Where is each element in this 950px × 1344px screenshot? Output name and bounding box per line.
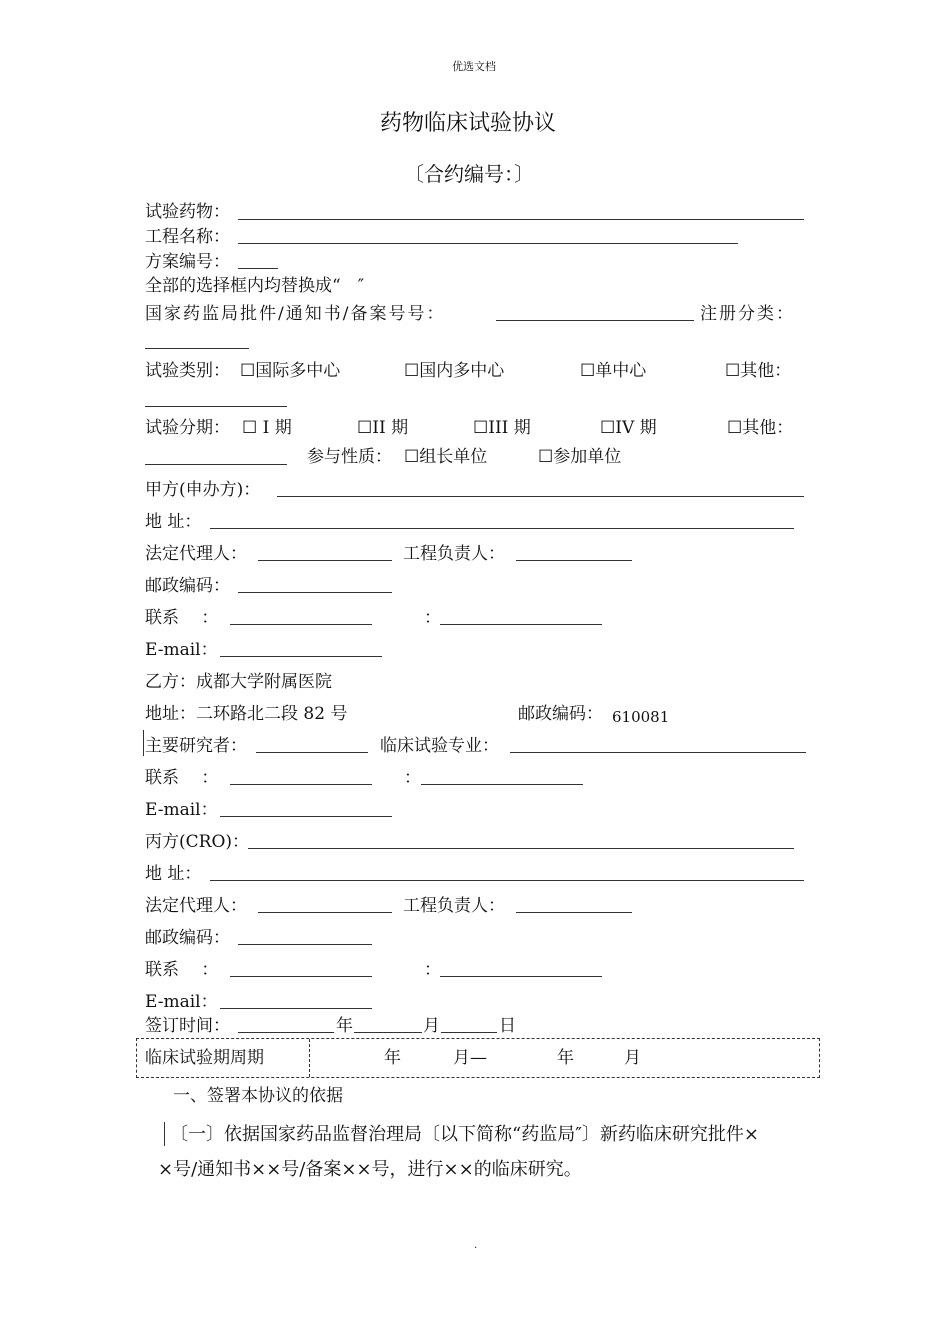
party-c-legal-rep-blank[interactable] xyxy=(258,912,392,913)
phase-4[interactable]: ☐IV 期 xyxy=(600,418,657,438)
party-b-contact2-label: ： xyxy=(404,768,421,788)
party-c-contact-blank[interactable] xyxy=(230,976,372,977)
phase-other[interactable]: ☐其他： xyxy=(727,418,794,438)
party-a-legal-rep-blank[interactable] xyxy=(258,560,392,561)
party-b-address: 地址：二环路北二段 82 号 xyxy=(145,704,348,724)
party-b-pi-blank[interactable] xyxy=(256,752,368,753)
party-b-postcode: 610081 xyxy=(612,708,670,726)
protocol-blank[interactable] xyxy=(238,268,278,269)
party-a-email-blank[interactable] xyxy=(220,656,382,657)
party-a-legal-rep-label: 法定代理人： xyxy=(145,544,247,564)
party-b-pi-label: 主要研究者： xyxy=(145,736,247,756)
party-c-postcode-label: 邮政编码： xyxy=(145,928,230,948)
cycle-start-year[interactable]: 年 xyxy=(384,1048,401,1068)
party-c-proj-lead-label: 工程负责人： xyxy=(403,896,505,916)
phase-other-blank[interactable] xyxy=(145,464,287,465)
drug-label: 试验药物： xyxy=(145,202,230,222)
party-c-postcode-blank[interactable] xyxy=(238,944,372,945)
phase-2[interactable]: ☐II 期 xyxy=(357,418,409,438)
signing-day: 日 xyxy=(499,1016,516,1036)
party-c-contact-label: 联系 ： xyxy=(145,960,219,980)
section-1-line-1: 〔一〕依据国家药品监督治理局〔以下简称“药监局″〕新药临床研究批件× xyxy=(170,1124,760,1145)
participation-member[interactable]: ☐参加单位 xyxy=(538,447,622,467)
trial-type-label: 试验类别： xyxy=(145,361,230,381)
trial-type-single[interactable]: ☐单中心 xyxy=(580,361,647,381)
party-c-email-blank[interactable] xyxy=(220,1008,372,1009)
party-a-contact-label: 联系 ： xyxy=(145,608,219,628)
signing-year: 年 xyxy=(336,1016,353,1036)
party-c-email-label: E-mail： xyxy=(145,992,218,1012)
party-b-specialty-label: 临床试验专业： xyxy=(380,736,499,756)
section-1-heading: 一、签署本协议的依据 xyxy=(173,1086,343,1106)
page-header: 优选文档 xyxy=(452,60,496,73)
drug-blank[interactable] xyxy=(238,219,804,220)
party-a-address-blank[interactable] xyxy=(210,528,794,529)
trial-type-other-blank[interactable] xyxy=(145,406,287,407)
contract-number: 〔合约编号：〕 xyxy=(404,162,534,186)
party-c-contact2-blank[interactable] xyxy=(440,976,602,977)
text-cursor-2 xyxy=(164,1122,165,1146)
party-a-address-label: 地 址： xyxy=(145,512,202,532)
text-cursor xyxy=(143,730,144,756)
party-b-contact-label: 联系 ： xyxy=(145,768,219,788)
party-c-blank[interactable] xyxy=(248,848,794,849)
reg-class-blank[interactable] xyxy=(145,348,249,349)
party-c-proj-lead-blank[interactable] xyxy=(516,912,632,913)
party-b-name: 乙方：成都大学附属医院 xyxy=(145,672,332,692)
party-c-contact2-label: ： xyxy=(424,960,441,980)
phase-1[interactable]: ☐ Ⅰ 期 xyxy=(242,418,292,438)
cycle-end-month[interactable]: 月 xyxy=(624,1048,641,1068)
party-c-label: 丙方(CRO)： xyxy=(145,832,250,852)
party-c-address-label: 地 址： xyxy=(145,864,202,884)
signing-day-blank[interactable] xyxy=(441,1032,497,1033)
project-blank[interactable] xyxy=(238,243,738,244)
party-a-contact-blank[interactable] xyxy=(230,624,372,625)
participation-label: 参与性质： xyxy=(307,447,392,467)
party-b-postcode-label: 邮政编码： xyxy=(518,704,603,724)
cycle-end-year[interactable]: 年 xyxy=(557,1048,574,1068)
document-title: 药物临床试验协议 xyxy=(380,111,557,136)
party-a-postcode-label: 邮政编码： xyxy=(145,576,230,596)
party-b-email-blank[interactable] xyxy=(220,816,392,817)
project-label: 工程名称： xyxy=(145,227,230,247)
party-a-email-label: E-mail： xyxy=(145,640,218,660)
party-a-contact2-label: ： xyxy=(424,608,441,628)
signing-month: 月 xyxy=(423,1016,440,1036)
party-c-address-blank[interactable] xyxy=(210,880,804,881)
party-a-label: 甲方(申办方)： xyxy=(145,480,261,500)
trial-cycle-label: 临床试验期周期 xyxy=(145,1048,264,1068)
cycle-start-month[interactable]: 月— xyxy=(453,1048,487,1068)
page-footer-mark: . xyxy=(474,1240,478,1251)
phase-3[interactable]: ☐III 期 xyxy=(473,418,531,438)
signing-month-blank[interactable] xyxy=(354,1032,422,1033)
trial-phase-label: 试验分期： xyxy=(145,418,230,438)
party-b-specialty-blank[interactable] xyxy=(510,752,806,753)
party-a-blank[interactable] xyxy=(277,496,804,497)
party-a-proj-lead-label: 工程负责人： xyxy=(403,544,505,564)
signing-year-blank[interactable] xyxy=(238,1032,334,1033)
participation-leader[interactable]: ☐组长单位 xyxy=(404,447,488,467)
protocol-label: 方案编号： xyxy=(145,252,230,272)
trial-type-intl[interactable]: ☐国际多中心 xyxy=(240,361,341,381)
reg-class-label: 注册分类： xyxy=(700,304,795,324)
trial-type-other[interactable]: ☐其他： xyxy=(725,361,792,381)
approval-blank[interactable] xyxy=(496,320,694,321)
trial-type-domestic[interactable]: ☐国内多中心 xyxy=(404,361,505,381)
party-b-contact2-blank[interactable] xyxy=(421,784,583,785)
approval-label: 国家药监局批件/通知书/备案号号： xyxy=(145,304,446,324)
party-a-proj-lead-blank[interactable] xyxy=(516,560,632,561)
party-a-contact2-blank[interactable] xyxy=(440,624,602,625)
party-b-email-label: E-mail： xyxy=(145,800,218,820)
party-c-legal-rep-label: 法定代理人： xyxy=(145,896,247,916)
replace-note: 全部的选择框内均替换成“ ″ xyxy=(145,276,365,296)
party-a-postcode-blank[interactable] xyxy=(238,592,392,593)
section-1-line-2: ×号/通知书××号/备案××号，进行××的临床研究。 xyxy=(158,1159,582,1180)
party-b-contact-blank[interactable] xyxy=(230,784,372,785)
signing-label: 签订时间： xyxy=(145,1016,230,1036)
